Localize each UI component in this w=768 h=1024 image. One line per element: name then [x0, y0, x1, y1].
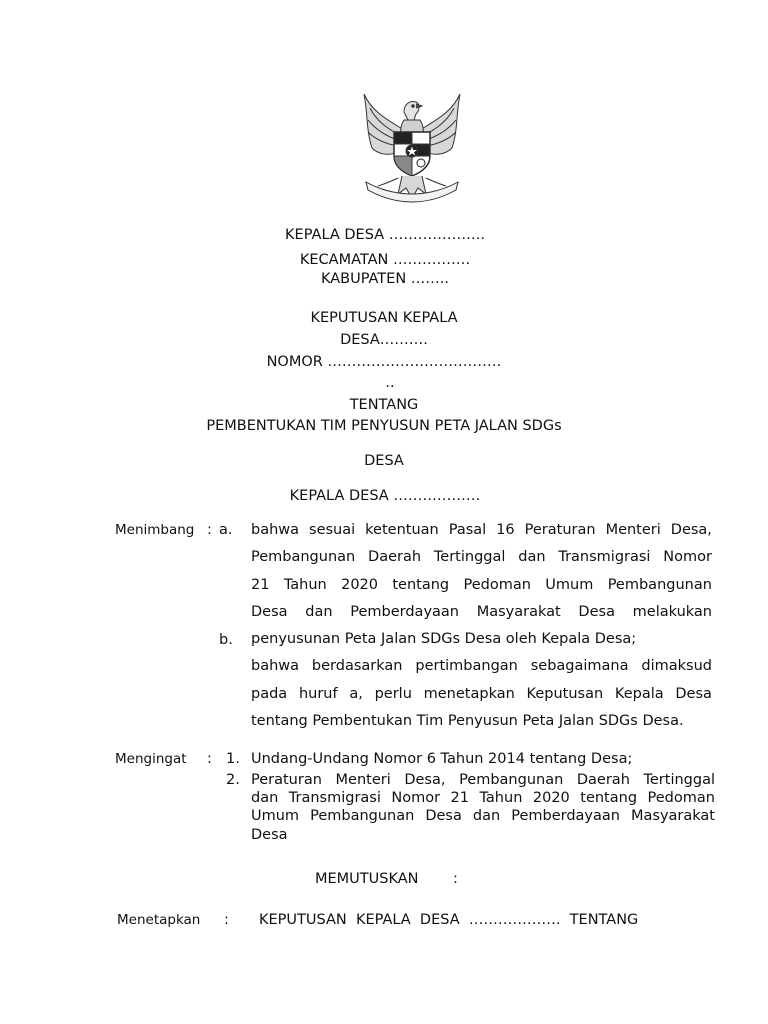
header-kecamatan: KECAMATAN ……………. — [299, 252, 471, 268]
menimbang-line-1: bahwa sesuai ketentuan Pasal 16 Peraturan Menteri Desa, — [251, 522, 712, 538]
menetapkan-text: KEPUTUSAN KEPALA DESA ………………. TENTANG — [259, 912, 639, 928]
menimbang-line-3: 21 Tahun 2020 tentang Pedoman Umum Pembangunan — [251, 577, 712, 593]
mengingat-item-2-line-3: Umum Pembangunan Desa dan Pemberdayaan Masyarakat — [251, 808, 715, 824]
memutuskan-label: MEMUTUSKAN — [315, 871, 419, 887]
header-desa: DESA………. — [340, 332, 428, 348]
header-tentang: TENTANG — [349, 397, 419, 413]
header-subject-desa: DESA — [364, 453, 404, 469]
header-kabupaten: KABUPATEN …….. — [320, 271, 450, 287]
menimbang-line-6: bahwa berdasarkan pertimbangan sebagaimana dimaksud — [251, 658, 712, 674]
menetapkan-label: Menetapkan — [117, 912, 201, 928]
menimbang-line-5: penyusunan Peta Jalan SDGs Desa oleh Kepala Desa; — [251, 631, 637, 647]
menimbang-marker-b: b. — [219, 632, 233, 648]
mengingat-item-2-line-2: dan Transmigrasi Nomor 21 Tahun 2020 tentang Pedoman — [251, 790, 715, 806]
menetapkan-colon: : — [224, 912, 229, 928]
mengingat-item-2-line-1: Peraturan Menteri Desa, Pembangunan Daerah Tertinggal — [251, 772, 715, 788]
mengingat-colon: : — [207, 751, 212, 767]
menimbang-line-2: Pembangunan Daerah Tertinggal dan Transmigrasi Nomor — [251, 549, 712, 565]
header-dots: .. — [385, 375, 395, 391]
menimbang-label: Menimbang — [115, 522, 195, 538]
menimbang-marker-a: a. — [219, 522, 233, 538]
menimbang-line-7: pada huruf a, perlu menetapkan Keputusan Kepala Desa — [251, 686, 712, 702]
mengingat-marker-2: 2. — [226, 772, 240, 788]
garuda-emblem-icon — [358, 90, 466, 208]
mengingat-item-1: Undang-Undang Nomor 6 Tahun 2014 tentang Desa; — [251, 751, 633, 767]
menimbang-line-4: Desa dan Pemberdayaan Masyarakat Desa melakukan — [251, 604, 712, 620]
header-subject: PEMBENTUKAN TIM PENYUSUN PETA JALAN SDGs — [206, 418, 562, 434]
mengingat-item-2-line-4: Desa — [251, 827, 288, 843]
memutuskan-colon: : — [453, 871, 458, 887]
mengingat-marker-1: 1. — [226, 751, 240, 767]
menimbang-colon: : — [207, 522, 212, 538]
header-nomor: NOMOR ……………………………… — [266, 354, 502, 370]
mengingat-label: Mengingat — [115, 751, 187, 767]
menimbang-line-8: tentang Pembentukan Tim Penyusun Peta Jalan SDGs Desa. — [251, 713, 684, 729]
header-kepala-desa: KEPALA DESA ……………….. — [285, 227, 485, 243]
header-keputusan: KEPUTUSAN KEPALA — [310, 310, 458, 326]
header-kepala-desa-2: KEPALA DESA ……………… — [289, 488, 481, 504]
